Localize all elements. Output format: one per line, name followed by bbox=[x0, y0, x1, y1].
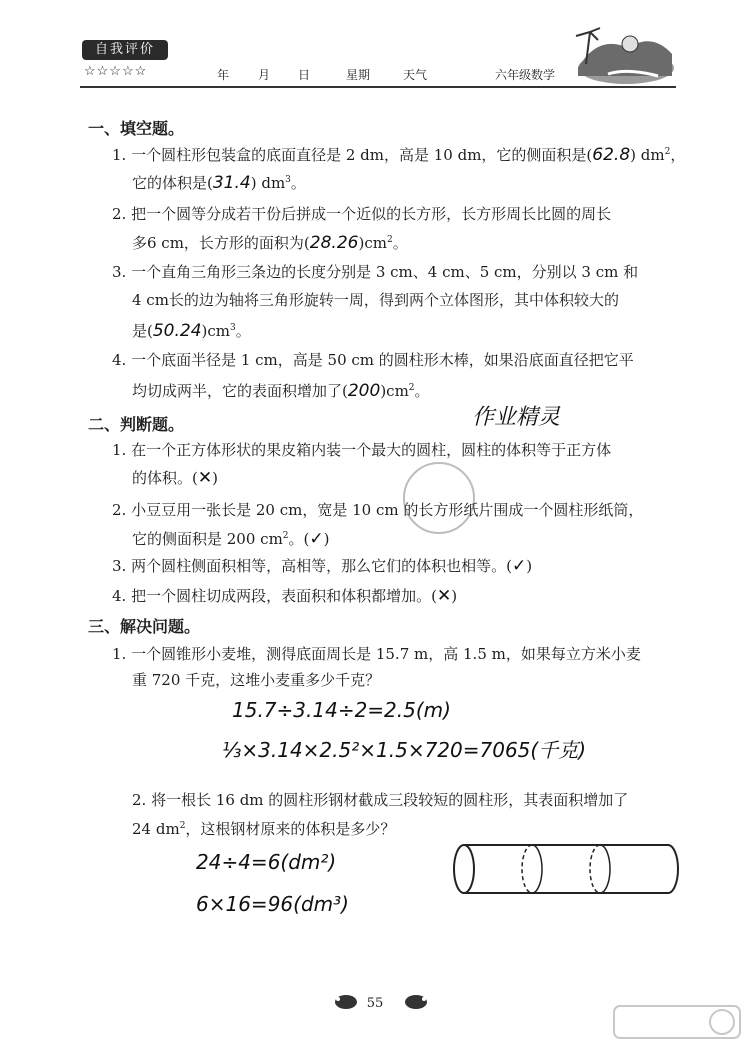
section-fill-blank: 一、填空题。 bbox=[88, 119, 185, 138]
cylinder-diagram bbox=[452, 842, 682, 896]
judge-q2-mark: ✓ bbox=[309, 529, 324, 549]
stamp-seal-icon bbox=[403, 462, 475, 534]
judge-q1-line2: 的体积。(✕) bbox=[132, 468, 218, 488]
fill-q2-answer: 28.26 bbox=[309, 233, 359, 253]
fill-q1-line1: 1. 一个圆柱形包装盒的底面直径是 2 dm，高是 10 dm，它的侧面积是(62.8) $dm^2$， bbox=[112, 145, 686, 165]
fill-q1-answer1: 62.8 bbox=[592, 145, 631, 165]
bird-icon-right bbox=[404, 992, 430, 1010]
solve-q2-line1: 2. 将一根长 16 dm 的圆柱形钢材截成三段较短的圆柱形，其表面积增加了 bbox=[132, 791, 629, 809]
fill-q4-line1: 4. 一个底面半径是 1 cm，高是 50 cm 的圆柱形木棒，如果沿底面直径把它平 bbox=[112, 351, 634, 369]
solve-q2-work1: 24÷4=6(dm²) bbox=[196, 850, 337, 874]
rating-stars: ☆☆☆☆☆ bbox=[84, 64, 148, 79]
judge-q1-mark: ✕ bbox=[197, 468, 213, 488]
fill-q3-line2: 4 cm长的边为轴将三角形旋转一周，得到两个立体图形，其中体积较大的 bbox=[132, 291, 619, 309]
solve-q1-line1: 1. 一个圆锥形小麦堆，测得底面周长是 15.7 m，高 1.5 m，如果每立方米小麦 bbox=[112, 645, 641, 663]
judge-q2-line1: 2. 小豆豆用一张长是 20 cm，宽是 10 cm 的长方形纸片围成一个圆柱形纸筒， bbox=[112, 501, 644, 519]
surfer-illustration-icon bbox=[568, 24, 676, 88]
fill-q4-answer: 200 bbox=[347, 381, 381, 401]
judge-q1-line1: 1. 在一个正方体形状的果皮箱内装一个最大的圆柱，圆柱的体积等于正方体 bbox=[112, 441, 612, 459]
fill-q1-answer2: 31.4 bbox=[212, 173, 251, 193]
header-day: 日 bbox=[298, 68, 311, 82]
judge-q4-line: 4. 把一个圆柱切成两段，表面积和体积都增加。(✕) bbox=[112, 586, 458, 606]
solve-q2-line2: 24 $dm^2$，这根钢材原来的体积是多少？ bbox=[132, 820, 396, 838]
judge-q4-mark: ✕ bbox=[436, 586, 452, 606]
header-weekday: 星期 bbox=[346, 68, 371, 82]
page-number: 55 bbox=[366, 996, 384, 1011]
judge-q2-line2: 它的侧面积是 200 $cm^2$。(✓) bbox=[132, 529, 330, 549]
judge-q3-line: 3. 两个圆柱侧面积相等，高相等，那么它们的体积也相等。(✓) bbox=[112, 556, 533, 576]
solve-q2-work2: 6×16=96(dm³) bbox=[196, 892, 349, 916]
solve-q1-work1: 15.7÷3.14÷2=2.5(m) bbox=[232, 698, 451, 722]
fill-q1-line2: 它的体积是(31.4) $dm^3$。 bbox=[132, 173, 306, 193]
fill-q4-line2: 均切成两半，它的表面积增加了$(200)cm^2$。 bbox=[132, 381, 430, 401]
solve-q1-line2: 重 720 千克，这堆小麦重多少千克？ bbox=[132, 671, 381, 689]
solve-q1-work2: ⅓×3.14×2.5²×1.5×720=7065(千克) bbox=[222, 738, 587, 762]
fill-q3-line3: 是$(50.24)cm^3$。 bbox=[132, 321, 251, 341]
judge-q3-mark: ✓ bbox=[511, 556, 527, 576]
header-subject: 六年级数学 bbox=[495, 68, 556, 82]
section-judge: 二、判断题。 bbox=[88, 415, 185, 434]
fill-q2-line1: 2. 把一个圆等分成若干份后拼成一个近似的长方形，长方形周长比圆的周长 bbox=[112, 205, 612, 223]
header-weather: 天气 bbox=[403, 68, 428, 82]
header-month: 月 bbox=[258, 68, 271, 82]
section-solve: 三、解决问题。 bbox=[88, 617, 201, 636]
self-evaluation-badge: 自我评价 bbox=[82, 40, 168, 60]
corner-logo-watermark bbox=[612, 1002, 742, 1042]
header-year: 年 bbox=[217, 68, 230, 82]
handwritten-title: 作业精灵 bbox=[472, 405, 561, 430]
fill-q3-line1: 3. 一个直角三角形三条边的长度分别是 3 cm、4 cm、5 cm，分别以 3 cm 和 bbox=[112, 263, 639, 281]
fill-q2-line2: 多6 cm，长方形的面积为$(28.26)cm^2$。 bbox=[132, 233, 408, 253]
fill-q3-answer: 50.24 bbox=[152, 321, 202, 341]
